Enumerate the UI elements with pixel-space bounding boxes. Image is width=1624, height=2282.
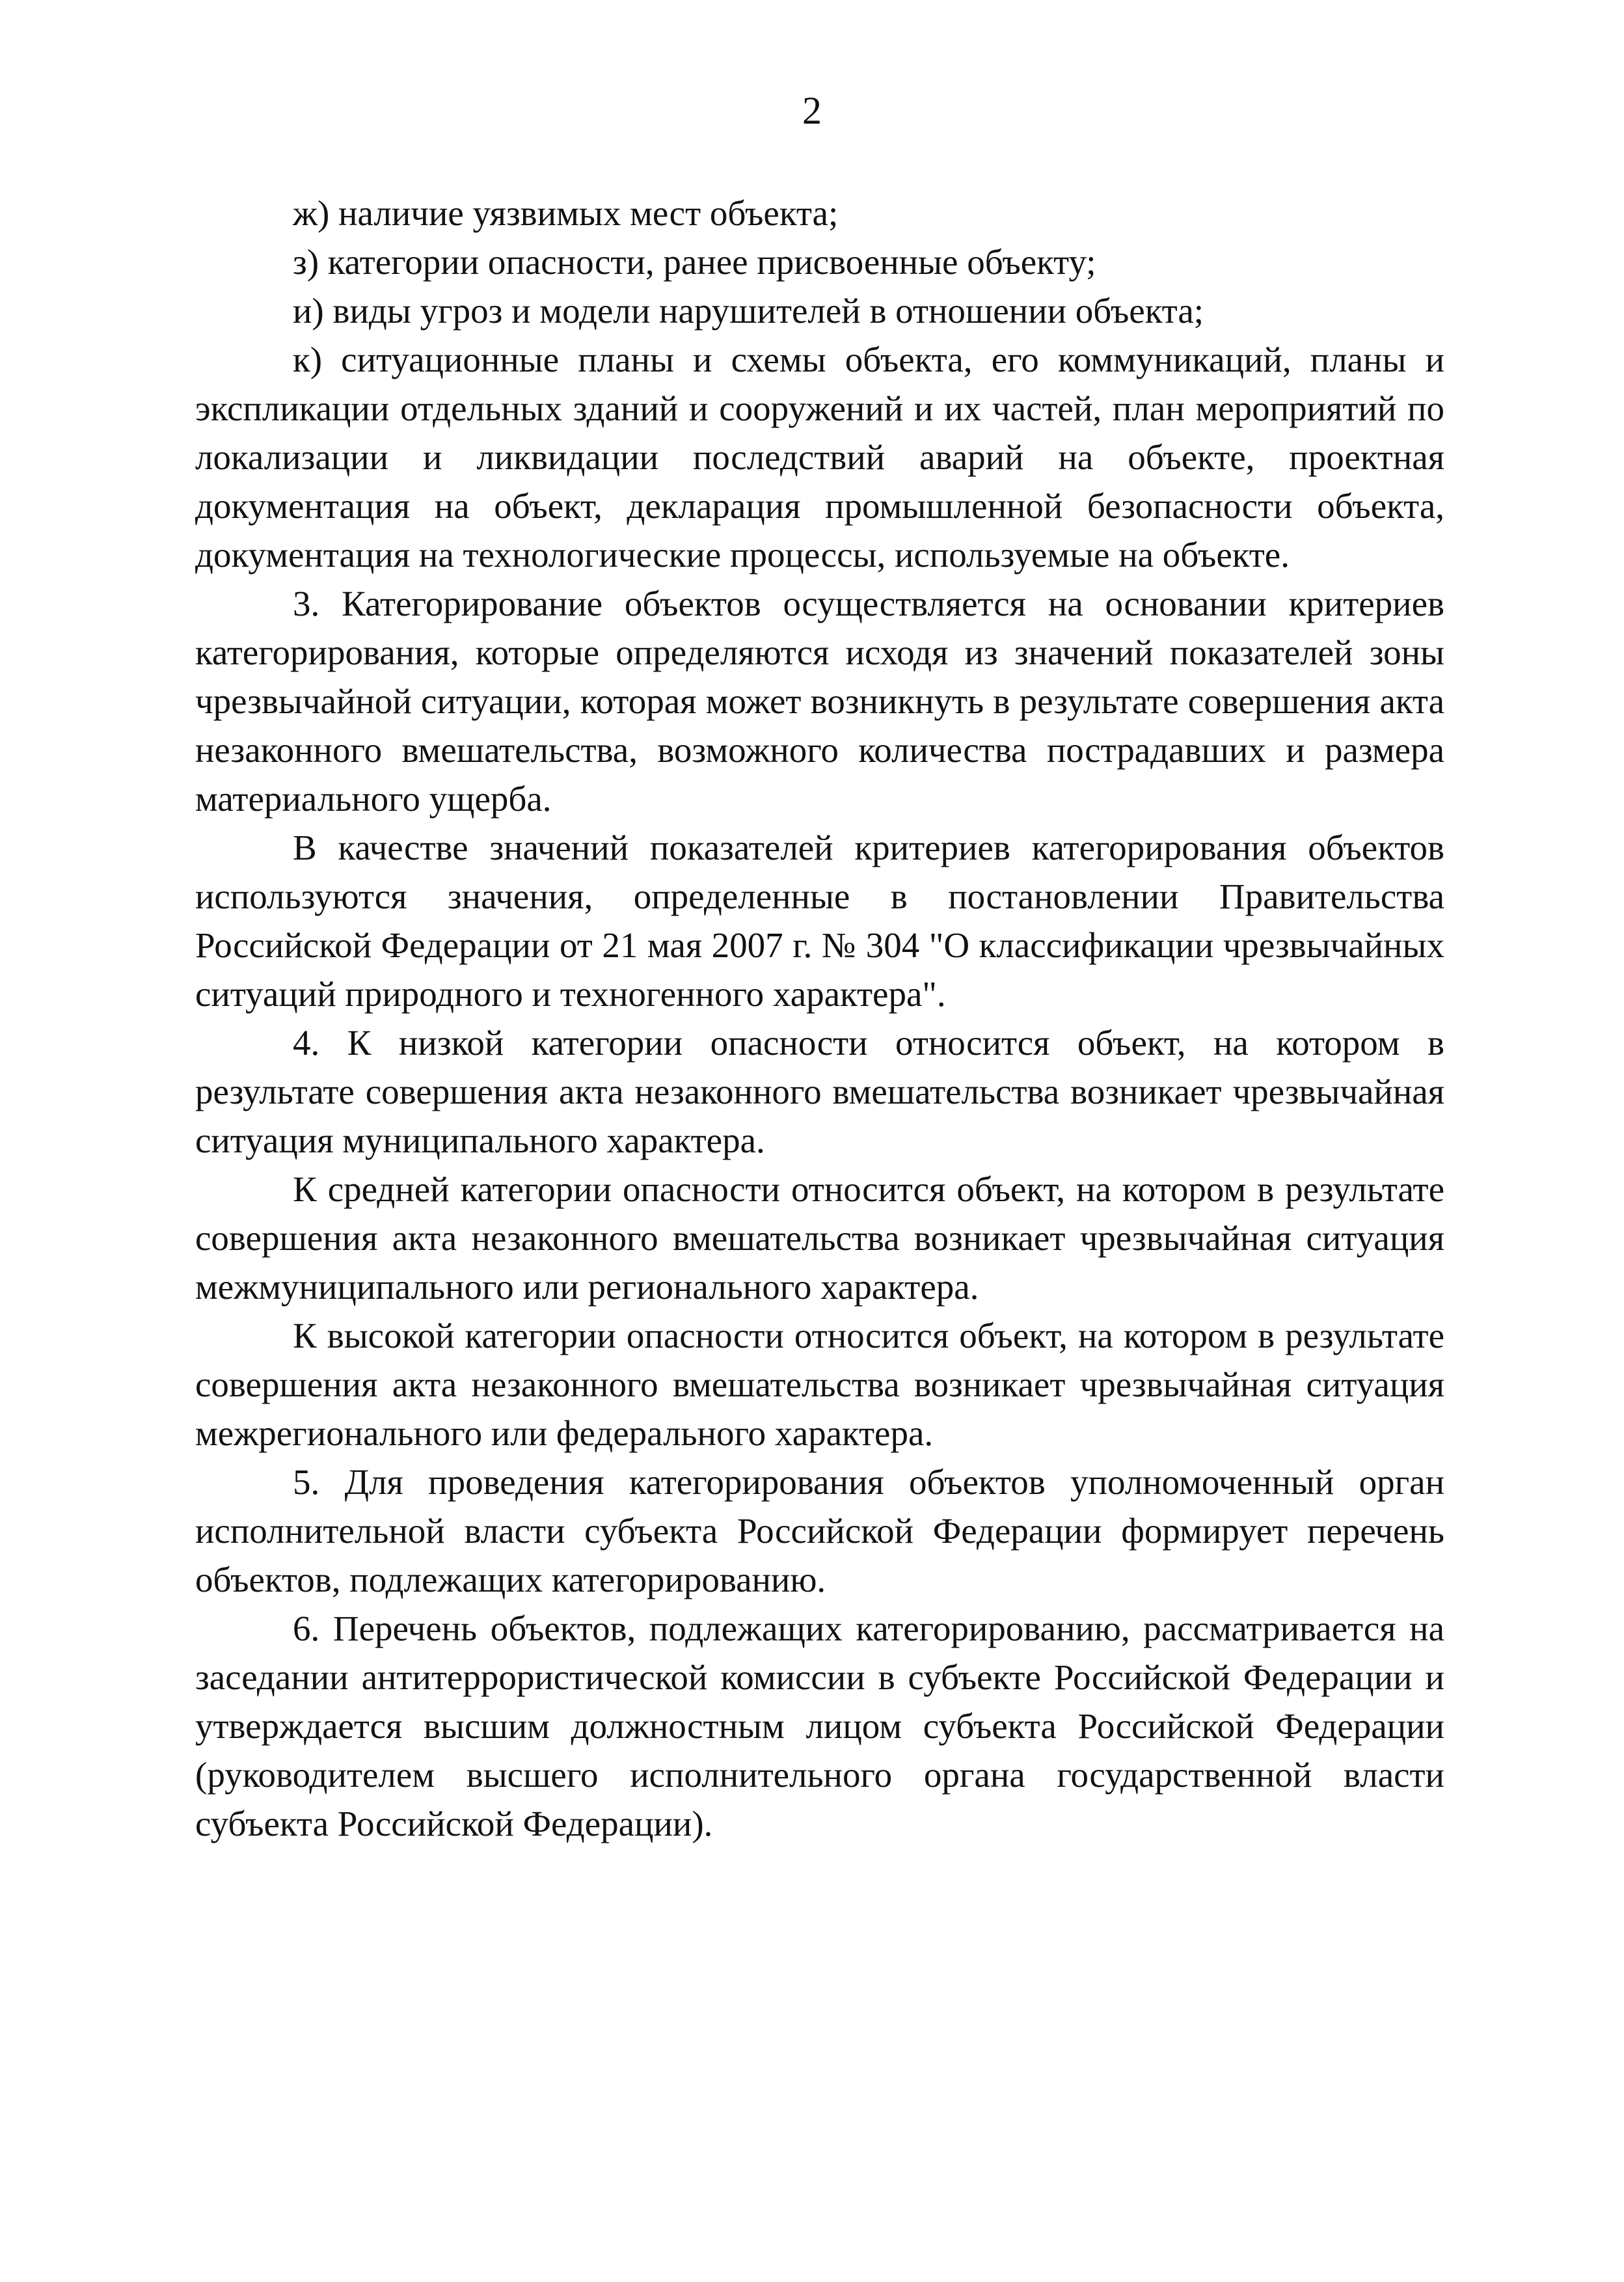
document-body xyxy=(195,189,1444,1848)
list-item-zh: ж) наличие уязвимых мест объекта; xyxy=(293,193,839,233)
paragraph-3-criteria-values: В качестве значений показателей критериев категорирования объектов используются значения, определенные в постановлении Правительства Российской Федерации от 21 мая 2007 г. № 304 "О классификации чрезвычайных ситуаций природного и техногенного характера". xyxy=(195,828,1444,1014)
paragraph-6: 6. Перечень объектов, подлежащих категорированию, рассматривается на заседании антитеррористической комиссии в субъекте Российской Федерации и утверждается высшим должностным лицом субъекта Российской Федерации (руководителем высшего исполнительного органа государственной власти субъекта Российской Федерации). xyxy=(195,1609,1444,1843)
paragraph-4-medium-category: К средней категории опасности относится объект, на котором в результате совершения акта незаконного вмешательства возникает чрезвычайная ситуация межмуниципального или регионального характера. xyxy=(195,1169,1444,1307)
page-number: 2 xyxy=(802,89,822,132)
list-item-i: и) виды угроз и модели нарушителей в отношении объекта; xyxy=(293,291,1204,331)
paragraph-5: 5. Для проведения категорирования объектов уполномоченный орган исполнительной власти субъекта Российской Федерации формирует перечень объектов, подлежащих категорированию. xyxy=(195,1462,1444,1599)
list-item-k: к) ситуационные планы и схемы объекта, его коммуникаций, планы и экспликации отдельных зданий и сооружений и их частей, план мероприятий по локализации и ликвидации последствий аварий на объекте, проектная документация на объект, декларация промышленной безопасности объекта, документация на технологические процессы, используемые на объекте. xyxy=(195,340,1444,575)
paragraph-4-high-category: К высокой категории опасности относится объект, на котором в результате совершения акта незаконного вмешательства возникает чрезвычайная ситуация межрегионального или федерального характера. xyxy=(195,1316,1444,1453)
list-item-z: з) категории опасности, ранее присвоенные объекту; xyxy=(293,242,1096,282)
paragraph-4-low-category: 4. К низкой категории опасности относится объект, на котором в результате совершения акта незаконного вмешательства возникает чрезвычайная ситуация муниципального характера. xyxy=(195,1023,1444,1160)
paragraph-3: 3. Категорирование объектов осуществляется на основании критериев категорирования, которые определяются исходя из значений показателей зоны чрезвычайной ситуации, которая может возникнуть в результате совершения акта незаконного вмешательства, возможного количества пострадавших и размера материального ущерба. xyxy=(195,584,1444,819)
